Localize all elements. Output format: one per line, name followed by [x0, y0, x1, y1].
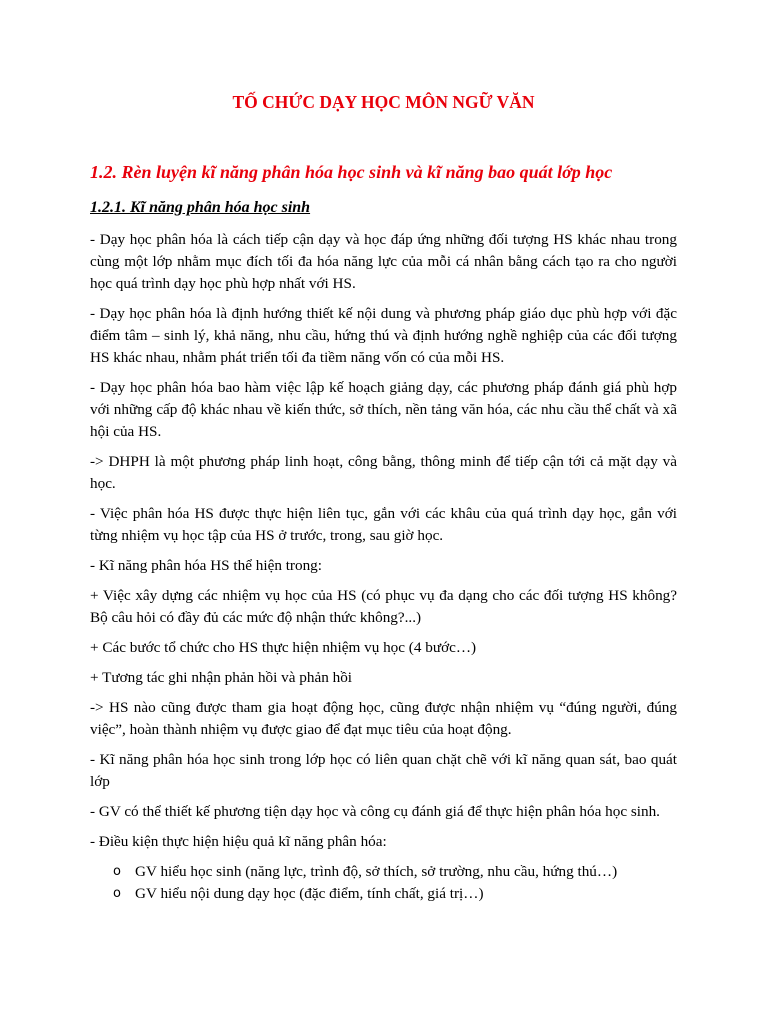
list-item — [90, 883, 677, 905]
list-item — [90, 861, 677, 883]
paragraph: + Tương tác ghi nhận phản hồi và phản hồi — [90, 669, 353, 686]
document-title: TỐ CHỨC DẠY HỌC MÔN NGỮ VĂN — [232, 92, 535, 112]
paragraph: - Kĩ năng phân hóa HS thể hiện trong: — [90, 557, 322, 574]
paragraph: - Dạy học phân hóa là định hướng thiết kế nội dung và phương pháp giáo dục phù hợp với đặc điểm tâm – sinh lý, khả năng, nhu cầu, hứng thú và định hướng nghề nghiệp của các đối tượng HS khác nhau, nhằm phát triển tối đa tiềm năng vốn có của mỗi HS. — [90, 305, 677, 366]
condition-list — [90, 861, 677, 905]
paragraph: - GV có thể thiết kế phương tiện dạy học và công cụ đánh giá để thực hiện phân hóa học sinh. — [90, 803, 660, 820]
paragraph: -> DHPH là một phương pháp linh hoạt, công bằng, thông minh để tiếp cận tới cả mặt dạy và học. — [90, 453, 677, 492]
circle-bullet-icon: o — [113, 864, 121, 879]
circle-bullet-icon: o — [113, 886, 121, 901]
paragraph: + Các bước tổ chức cho HS thực hiện nhiệm vụ học (4 bước…) — [90, 639, 477, 656]
section-heading: 1.2. Rèn luyện kĩ năng phân hóa học sinh và kĩ năng bao quát lớp học — [90, 162, 613, 182]
paragraph: - Việc phân hóa HS được thực hiện liên tục, gắn với các khâu của quá trình dạy học, gắn với từng nhiệm vụ học tập của HS ở trước, trong, sau giờ học. — [90, 505, 677, 544]
paragraph: - Điều kiện thực hiện hiệu quả kĩ năng phân hóa: — [90, 833, 387, 850]
paragraph: + Việc xây dựng các nhiệm vụ học của HS (có phục vụ đa dạng cho các đối tượng HS không? Bộ câu hỏi có đầy đủ các mức độ nhận thức không?...) — [90, 587, 677, 626]
paragraph: - Dạy học phân hóa bao hàm việc lập kế hoạch giảng dạy, các phương pháp đánh giá phù hợp với những cấp độ khác nhau về kiến thức, sở thích, nền tảng văn hóa, các nhu cầu thể chất và xã hội của HS. — [90, 379, 677, 440]
paragraph: - Kĩ năng phân hóa học sinh trong lớp học có liên quan chặt chẽ với kĩ năng quan sát, bao quát lớp — [90, 751, 677, 790]
body-text — [90, 229, 677, 905]
list-item-text: GV hiểu học sinh (năng lực, trình độ, sở thích, sở trường, nhu cầu, hứng thú…) — [135, 863, 618, 880]
subsection-heading: 1.2.1. Kĩ năng phân hóa học sinh — [90, 199, 311, 216]
paragraph: - Dạy học phân hóa là cách tiếp cận dạy và học đáp ứng những đối tượng HS khác nhau trong cùng một lớp nhằm mục đích tối đa hóa năng lực của mỗi cá nhân bằng cách tạo ra cho người học quá trình dạy học phù hợp nhất với HS. — [90, 231, 677, 292]
paragraph: -> HS nào cũng được tham gia hoạt động học, cũng được nhận nhiệm vụ “đúng người, đúng việc”, hoàn thành nhiệm vụ được giao để đạt mục tiêu của hoạt động. — [90, 699, 677, 738]
list-item-text: GV hiểu nội dung dạy học (đặc điểm, tính chất, giá trị…) — [135, 885, 484, 902]
